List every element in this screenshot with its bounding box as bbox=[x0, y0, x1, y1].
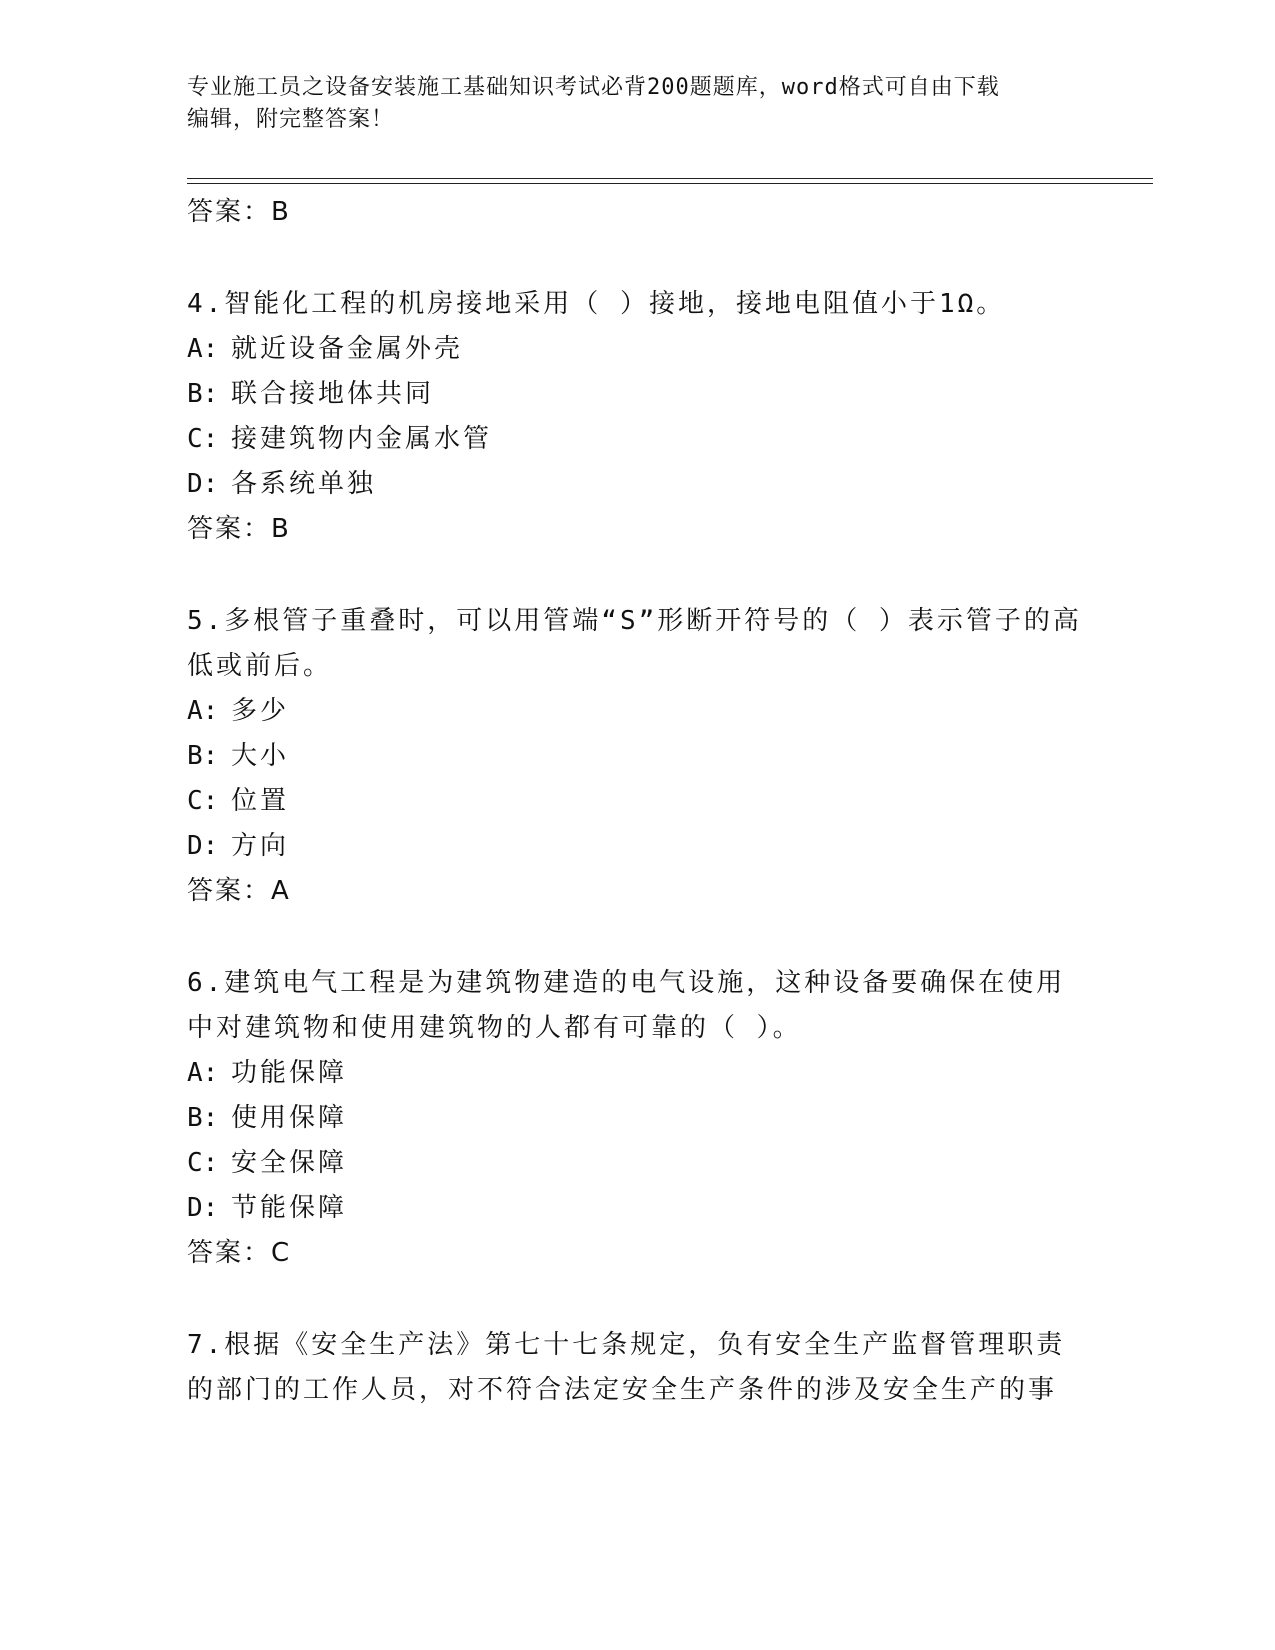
option-label: A: bbox=[187, 334, 219, 364]
option-label: B: bbox=[187, 741, 219, 771]
answer-line: 答案：B bbox=[187, 514, 291, 544]
option-text: 多少 bbox=[231, 696, 290, 726]
option-b bbox=[187, 1096, 1087, 1141]
option-c bbox=[187, 1141, 1087, 1186]
option-text: 大小 bbox=[231, 741, 290, 771]
option-label: D: bbox=[187, 831, 219, 861]
question-text: 6.建筑电气工程是为建筑物建造的电气设施，这种设备要确保在使用中对建筑物和使用建筑物的人都有可靠的（ ）。 bbox=[187, 968, 1066, 1043]
option-label: C: bbox=[187, 424, 219, 454]
option-label: B: bbox=[187, 379, 219, 409]
option-d bbox=[187, 1186, 1087, 1231]
option-label: D: bbox=[187, 1193, 219, 1223]
answer-line: 答案：C bbox=[187, 1238, 292, 1268]
option-text: 就近设备金属外壳 bbox=[231, 334, 464, 364]
header-rule-top bbox=[187, 178, 1153, 179]
question-text: 4.智能化工程的机房接地采用（ ）接地，接地电阻值小于1Ω。 bbox=[187, 289, 1006, 319]
option-text: 接建筑物内金属水管 bbox=[231, 424, 493, 454]
question-block bbox=[187, 961, 1087, 1275]
option-a bbox=[187, 327, 1087, 372]
option-label: A: bbox=[187, 1058, 219, 1088]
option-label: C: bbox=[187, 1148, 219, 1178]
question-text: 5.多根管子重叠时，可以用管端“S”形断开符号的（ ）表示管子的高低或前后。 bbox=[187, 606, 1082, 681]
option-label: D: bbox=[187, 469, 219, 499]
option-b bbox=[187, 372, 1087, 417]
answer-line: 答案：B bbox=[187, 197, 291, 227]
option-text: 功能保障 bbox=[231, 1058, 348, 1088]
option-label: A: bbox=[187, 696, 219, 726]
question-list bbox=[187, 190, 1087, 1413]
option-c bbox=[187, 417, 1087, 462]
option-d bbox=[187, 462, 1087, 507]
option-c bbox=[187, 779, 1087, 824]
question-text: 7.根据《安全生产法》第七十七条规定，负有安全生产监督管理职责的部门的工作人员，对不符合法定安全生产条件的涉及安全生产的事 bbox=[187, 1330, 1066, 1405]
answer-line: 答案：A bbox=[187, 876, 291, 906]
option-b bbox=[187, 734, 1087, 779]
option-text: 节能保障 bbox=[231, 1193, 348, 1223]
question-block bbox=[187, 1323, 1087, 1413]
option-text: 各系统单独 bbox=[231, 469, 377, 499]
header-line-2: 编辑，附完整答案！ bbox=[187, 107, 395, 132]
option-a bbox=[187, 1051, 1087, 1096]
question-block bbox=[187, 599, 1087, 913]
option-text: 方向 bbox=[231, 831, 290, 861]
option-text: 使用保障 bbox=[231, 1103, 348, 1133]
option-label: B: bbox=[187, 1103, 219, 1133]
page-header bbox=[187, 72, 1087, 136]
option-text: 联合接地体共同 bbox=[231, 379, 435, 409]
header-line-1: 专业施工员之设备安装施工基础知识考试必背200题题库，word格式可自由下载 bbox=[187, 75, 1000, 100]
option-text: 位置 bbox=[231, 786, 290, 816]
header-rule-bottom bbox=[187, 183, 1153, 184]
question-block bbox=[187, 282, 1087, 551]
option-text: 安全保障 bbox=[231, 1148, 348, 1178]
option-d bbox=[187, 824, 1087, 869]
option-label: C: bbox=[187, 786, 219, 816]
option-a bbox=[187, 689, 1087, 734]
